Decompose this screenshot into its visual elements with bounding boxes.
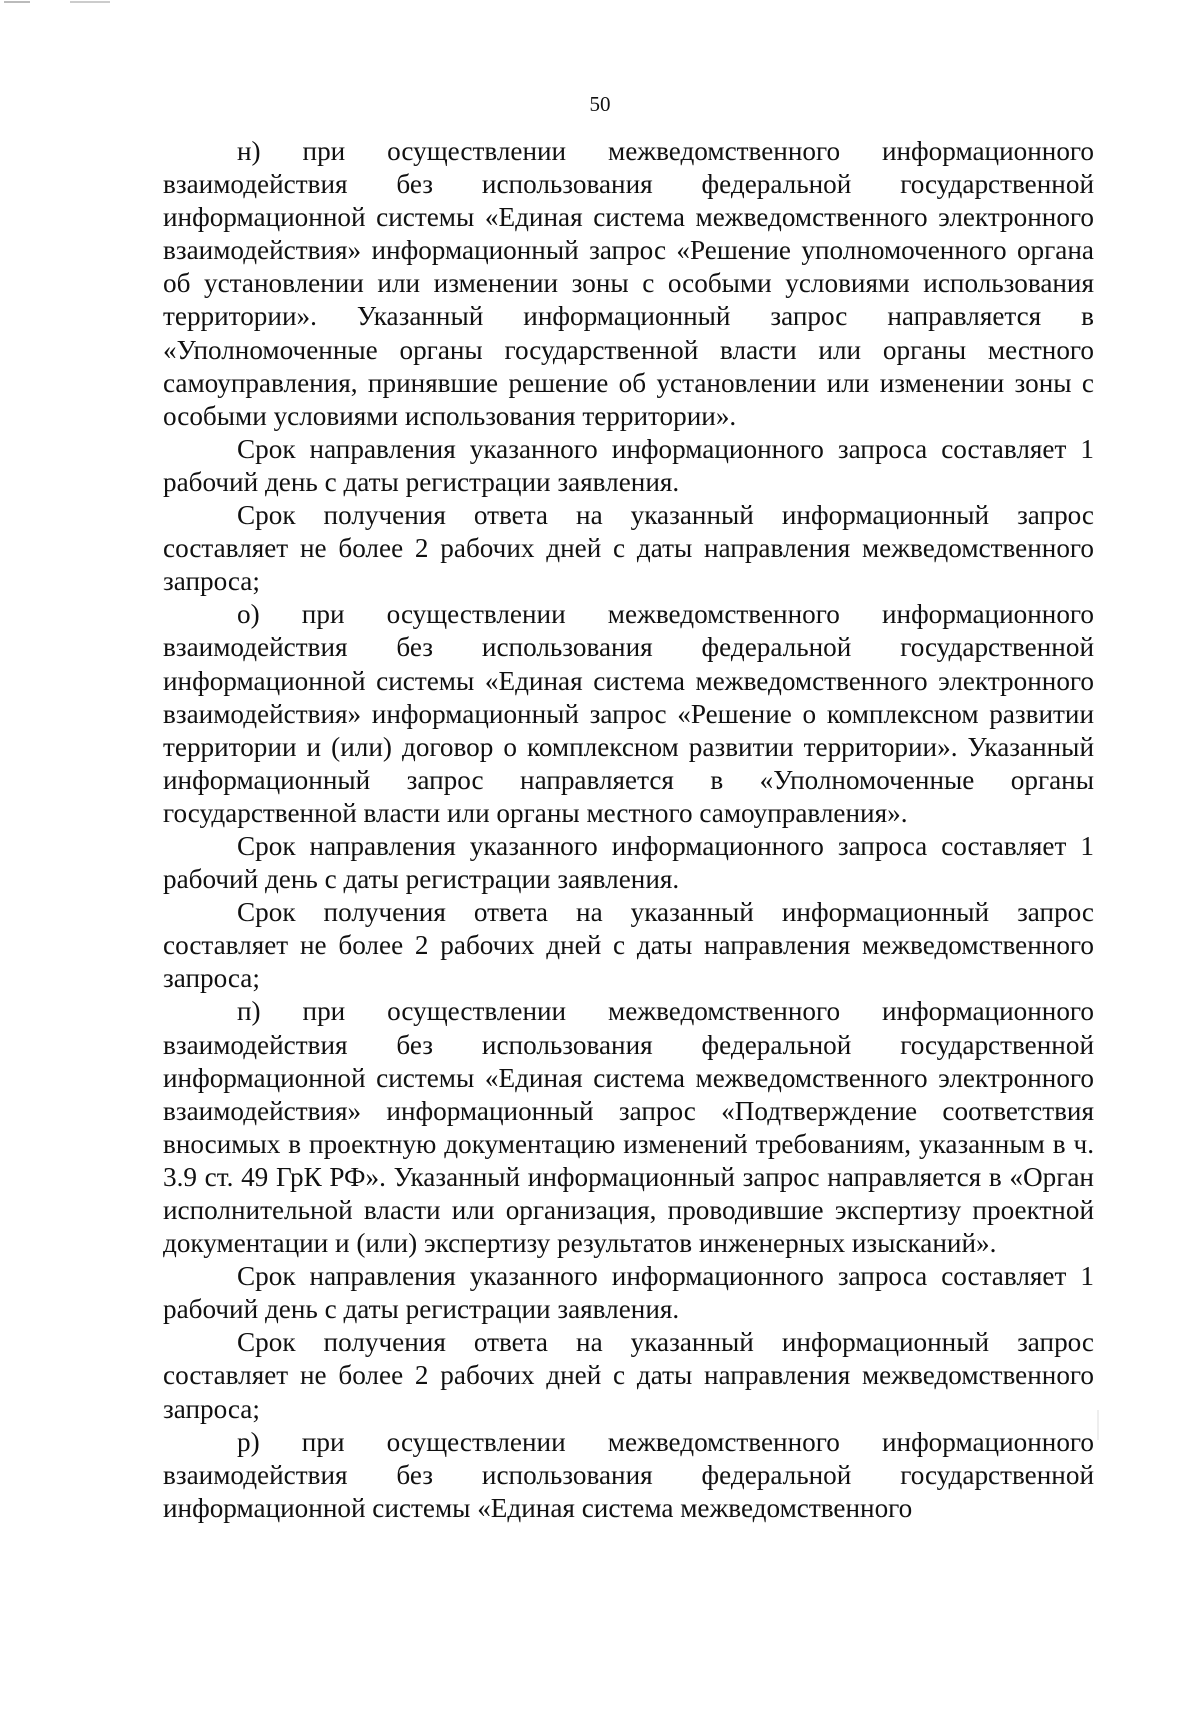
paragraph-response-deadline: Срок получения ответа на указанный информационный запрос составляет не более 2 рабочих дней с даты направления межведомственного запроса; xyxy=(163,1327,1094,1424)
paragraph-item-o: о) при осуществлении межведомственного информационного взаимодействия без использования федеральной государственной информационной системы «Единая система межведомственного электронного взаимодействия» информационный запрос «Решение о комплексном развитии территории и (или) договор о комплексном развитии территории». Указанный информационный запрос направляется в «Уполномоченные органы государственной власти или органы местного самоуправления». xyxy=(163,599,1094,828)
paragraph-request-deadline: Срок направления указанного информационного запроса составляет 1 рабочий день с даты регистрации заявления. xyxy=(163,1261,1094,1325)
paragraph-request-deadline: Срок направления указанного информационного запроса составляет 1 рабочий день с даты регистрации заявления. xyxy=(163,830,1094,895)
paragraph-item-p: п) при осуществлении межведомственного информационного взаимодействия без использования федеральной государственной информационной системы «Единая система межведомственного электронного взаимодействия» информационный запрос «Подтверждение соответствия вносимых в проектную документацию изменений требованиям, указанным в ч. 3.9 ст. 49 ГрК РФ». Указанный информационный запрос направляется в «Орган исполнительной власти или организация, проводившие экспертизу проектной документации и (или) экспертизу результатов инженерных изысканий». xyxy=(163,996,1094,1259)
paragraph-response-deadline: Срок получения ответа на указанный информационный запрос составляет не более 2 рабочих дней с даты направления межведомственного запроса; xyxy=(163,897,1094,994)
paragraph-item-n: н) при осуществлении межведомственного информационного взаимодействия без использования федеральной государственной информационной системы «Единая система межведомственного электронного взаимодействия» информационный запрос «Решение уполномоченного органа об установлении или изменении зоны с особыми условиями использования территории». Указанный информационный запрос направляется в «Уполномоченные органы государственной власти или органы местного самоуправления, принявшие решение об установлении или изменении зоны с особыми условиями использования территории». xyxy=(163,136,1094,431)
paragraph-response-deadline: Срок получения ответа на указанный информационный запрос составляет не более 2 рабочих дней с даты направления межведомственного запроса; xyxy=(163,500,1094,597)
document-body xyxy=(163,135,1094,1525)
page-number: 50 xyxy=(589,92,611,116)
paragraph-item-r: р) при осуществлении межведомственного информационного взаимодействия без использования федеральной государственной информационной системы «Единая система межведомственного xyxy=(163,1426,1094,1523)
paragraph-request-deadline: Срок направления указанного информационного запроса составляет 1 рабочий день с даты регистрации заявления. xyxy=(163,433,1094,497)
